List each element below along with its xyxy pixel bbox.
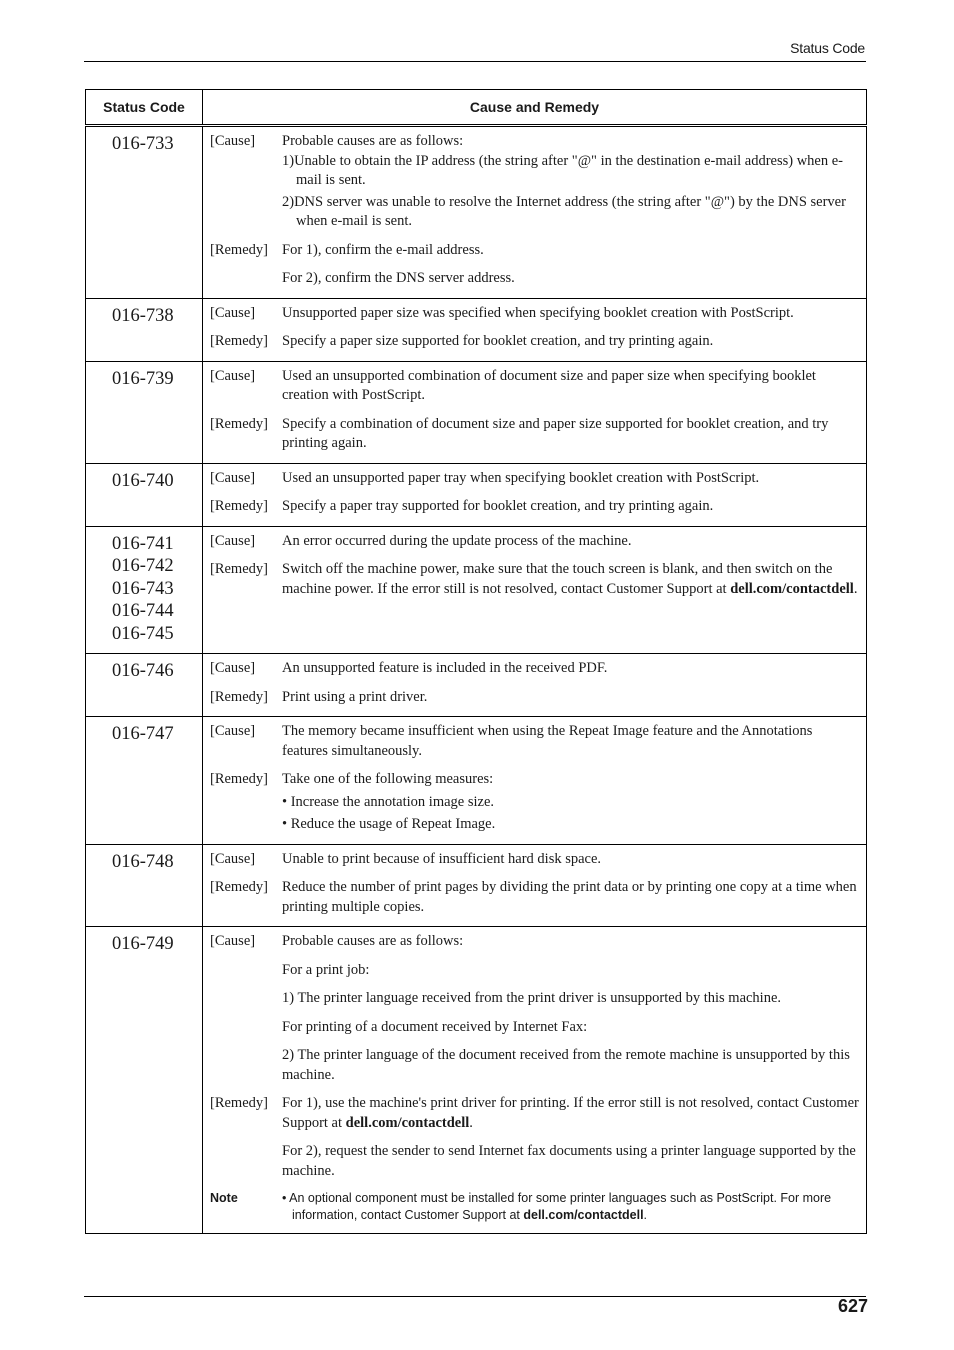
status-code: 016-748 <box>112 851 174 872</box>
cause-remedy-cell <box>203 927 867 1234</box>
cause-remedy-cell <box>203 844 867 927</box>
remedy-text <box>282 1094 860 1133</box>
cause-remedy-cell <box>203 126 867 299</box>
remedy-entry <box>210 241 860 289</box>
remedy-label: [Remedy] <box>210 241 268 258</box>
remedy-entry <box>210 878 860 917</box>
cause-entry <box>210 932 860 1085</box>
cause-remedy-cell <box>203 361 867 463</box>
remedy-text: Reduce the number of print pages by dividing the print data or by printing one copy at a time when printing multiple copies. <box>282 879 857 915</box>
status-code: 016-742 <box>112 556 174 576</box>
footer-rule <box>84 1296 866 1297</box>
cause-remedy-cell <box>203 526 867 654</box>
cause-label: [Cause] <box>210 304 256 321</box>
remedy-entry <box>210 415 860 454</box>
cause-text: For a print job: <box>282 961 370 978</box>
cause-entry <box>210 304 860 324</box>
cause-label: [Cause] <box>210 367 256 384</box>
cause-entry <box>210 132 860 232</box>
remedy-text: Print using a print driver. <box>282 688 428 705</box>
table-row <box>86 717 867 845</box>
status-code-cell <box>86 463 203 526</box>
status-code-cell <box>86 298 203 361</box>
remedy-label: [Remedy] <box>210 498 268 514</box>
remedy-text-part: Switch off the machine power, make sure that the touch screen is blank, and then switch on the machine power. If the error still is not resolved, contact Customer Support at <box>282 561 833 597</box>
header-rule <box>84 61 866 62</box>
contact-link[interactable]: dell.com/contactdell <box>345 1114 470 1131</box>
note-label: Note <box>210 1191 238 1205</box>
cause-text: Used an unsupported paper tray when specifying booklet creation with PostScript. <box>282 469 760 486</box>
status-code: 016-743 <box>112 578 174 599</box>
cause-label: [Cause] <box>210 933 256 949</box>
remedy-text <box>282 560 860 599</box>
cause-text: 1) The printer language received from the print driver is unsupported by this machine. <box>282 990 782 1006</box>
status-code: 016-739 <box>112 368 174 389</box>
status-code-cell <box>86 844 203 927</box>
column-header-status-code: Status Code <box>86 90 203 126</box>
table-row <box>86 526 867 654</box>
remedy-bullet: • Reduce the usage of Repeat Image. <box>282 816 496 832</box>
cause-text: Probable causes are as follows: <box>282 133 464 149</box>
remedy-label: [Remedy] <box>210 415 268 432</box>
cause-item: 2)DNS server was unable to resolve the Internet address (the string after "@") by the DNS server when e-mail is sent. <box>282 193 846 229</box>
table-row <box>86 654 867 717</box>
remedy-text: For 1), confirm the e-mail address. <box>282 241 484 258</box>
page-number: 627 <box>837 1296 868 1316</box>
cause-entry <box>210 722 860 761</box>
remedy-entry <box>210 770 860 835</box>
remedy-entry <box>210 560 860 599</box>
remedy-text-end: . <box>853 580 858 597</box>
cause-entry <box>210 532 860 552</box>
cause-text: An error occurred during the update process of the machine. <box>282 532 632 549</box>
remedy-entry <box>210 688 860 708</box>
cause-label: [Cause] <box>210 133 256 149</box>
running-header: Status Code <box>790 40 865 56</box>
remedy-label: [Remedy] <box>210 561 268 577</box>
note-block <box>210 1190 860 1224</box>
status-code-cell <box>86 654 203 717</box>
cause-remedy-cell <box>203 717 867 845</box>
status-code-table <box>85 89 867 1234</box>
remedy-text: Specify a paper tray supported for booklet creation, and try printing again. <box>282 498 714 514</box>
cause-label: [Cause] <box>210 532 256 549</box>
remedy-entry <box>210 1094 860 1181</box>
table-row <box>86 361 867 463</box>
status-code: 016-733 <box>112 134 174 154</box>
cause-label: [Cause] <box>210 660 256 676</box>
remedy-text: For 2), confirm the DNS server address. <box>282 270 515 286</box>
cause-remedy-cell <box>203 654 867 717</box>
contact-link[interactable]: dell.com/contactdell <box>730 580 854 597</box>
note-text <box>282 1190 860 1224</box>
table-row <box>86 844 867 927</box>
note-text-end: . <box>643 1208 648 1222</box>
cause-text: 2) The printer language of the document received from the remote machine is unsupported by this machine. <box>282 1047 850 1083</box>
cause-item: 1)Unable to obtain the IP address (the string after "@" in the destination e-mail address) when e-mail is sent. <box>282 152 843 188</box>
status-code: 016-744 <box>112 601 174 621</box>
cause-entry <box>210 659 860 679</box>
status-code-cell <box>86 126 203 299</box>
cause-text: For printing of a document received by Internet Fax: <box>282 1018 588 1035</box>
remedy-text: For 2), request the sender to send Internet fax documents using a printer language supported by the machine. <box>282 1143 856 1179</box>
table-row <box>86 463 867 526</box>
cause-text: Probable causes are as follows: <box>282 933 464 949</box>
table-row <box>86 927 867 1234</box>
cause-text: An unsupported feature is included in the received PDF. <box>282 660 608 676</box>
cause-text: Unsupported paper size was specified when specifying booklet creation with PostScript. <box>282 304 794 321</box>
contact-link[interactable]: dell.com/contactdell <box>523 1208 644 1222</box>
status-code: 016-746 <box>112 661 174 681</box>
remedy-text-end: . <box>469 1114 473 1131</box>
table-row <box>86 298 867 361</box>
status-code: 016-749 <box>112 934 174 954</box>
remedy-entry <box>210 332 860 352</box>
cause-entry <box>210 850 860 870</box>
remedy-label: [Remedy] <box>210 1095 268 1111</box>
note-text-part: • An optional component must be installed for some printer languages such as PostScript. For more information, contact Customer Support at <box>282 1191 832 1222</box>
remedy-label: [Remedy] <box>210 333 268 349</box>
status-code-cell <box>86 927 203 1234</box>
cause-remedy-cell <box>203 463 867 526</box>
column-header-cause-remedy: Cause and Remedy <box>203 90 867 126</box>
status-code-cell <box>86 361 203 463</box>
status-code: 016-745 <box>112 623 174 644</box>
table-row <box>86 126 867 299</box>
status-code: 016-747 <box>112 724 174 744</box>
status-code: 016-740 <box>112 470 174 491</box>
remedy-text: Take one of the following measures: <box>282 771 494 787</box>
remedy-label: [Remedy] <box>210 688 268 705</box>
remedy-label: [Remedy] <box>210 879 268 895</box>
cause-entry <box>210 367 860 406</box>
cause-entry <box>210 469 860 489</box>
remedy-text: Specify a combination of document size and paper size supported for booklet creation, and try printing again. <box>282 415 829 451</box>
status-code: 016-741 <box>112 533 174 554</box>
cause-label: [Cause] <box>210 850 256 867</box>
remedy-bullet: • Increase the annotation image size. <box>282 793 495 810</box>
cause-label: [Cause] <box>210 469 256 486</box>
cause-remedy-cell <box>203 298 867 361</box>
status-code-cell <box>86 717 203 845</box>
remedy-text: Specify a paper size supported for booklet creation, and try printing again. <box>282 333 714 349</box>
remedy-text-part: For 1), use the machine's print driver for printing. If the error still is not resolved, contact Customer Support at <box>282 1095 859 1131</box>
remedy-entry <box>210 497 860 517</box>
status-code-cell <box>86 526 203 654</box>
cause-label: [Cause] <box>210 723 256 739</box>
cause-text: Used an unsupported combination of document size and paper size when specifying booklet creation with PostScript. <box>282 367 816 403</box>
remedy-label: [Remedy] <box>210 771 268 787</box>
cause-text: The memory became insufficient when using the Repeat Image feature and the Annotations features simultaneously. <box>282 723 813 759</box>
cause-text: Unable to print because of insufficient hard disk space. <box>282 850 602 867</box>
status-code: 016-738 <box>112 305 174 326</box>
